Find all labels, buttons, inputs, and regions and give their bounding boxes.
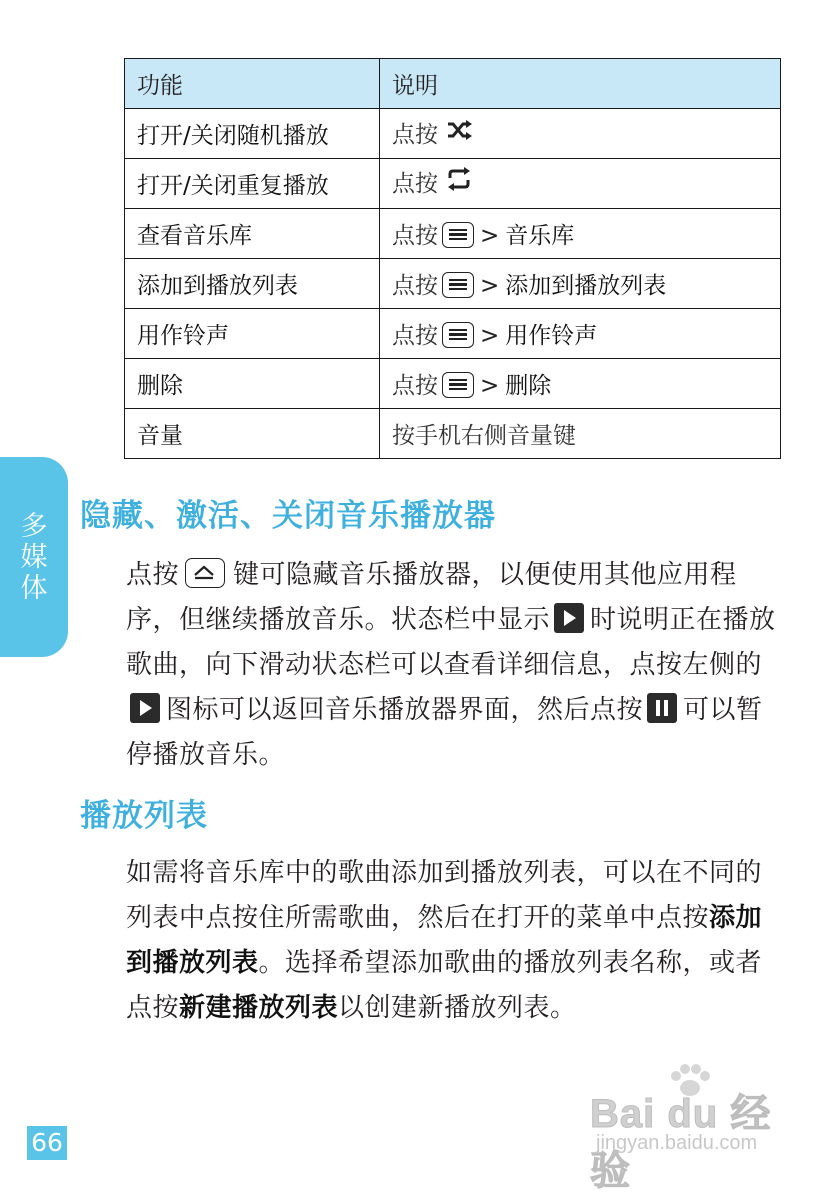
feature-cell: 音量 [125, 409, 380, 459]
play-icon [554, 603, 584, 633]
watermark-url: jingyan.baidu.com [596, 1132, 758, 1154]
table-row [125, 109, 781, 159]
watermark-logo: Bai du 经验 [590, 1092, 772, 1193]
description-cell [380, 209, 781, 259]
watermark [590, 1060, 790, 1193]
paragraph-text: 以创建新播放列表。 [338, 993, 577, 1023]
menu-target: 添加到播放列表 [505, 272, 667, 299]
table-row [125, 409, 781, 459]
instruction-text: 点按 [392, 222, 438, 249]
bold-term: 添加到播放列表 [126, 903, 763, 978]
chapter-tab [0, 457, 68, 657]
shuffle-icon [446, 119, 474, 147]
table-header-cell: 功能 [125, 59, 380, 109]
description-cell [380, 159, 781, 209]
paragraph-text: 如需将音乐库中的歌曲添加到播放列表，可以在不同的列表中点按住所需歌曲，然后在打开的菜单中点按 [126, 858, 763, 933]
menu-target: 音乐库 [505, 222, 575, 249]
menu-key-icon [442, 372, 474, 398]
home-key-icon [185, 558, 225, 588]
feature-table [124, 58, 781, 459]
repeat-icon [446, 166, 472, 198]
play-icon [130, 693, 160, 723]
feature-cell: 打开/关闭重复播放 [125, 159, 380, 209]
table-row [125, 309, 781, 359]
description-cell [380, 259, 781, 309]
chapter-tab-char: 媒 [20, 541, 48, 573]
feature-cell: 删除 [125, 359, 380, 409]
section-paragraph [126, 553, 786, 778]
chapter-tab-char: 多 [20, 510, 48, 542]
instruction-text: 点按 [392, 322, 438, 349]
section-heading-hide-player: 隐藏、激活、关闭音乐播放器 [80, 498, 496, 534]
instruction-text: 点按 [392, 272, 438, 299]
instruction-text: 点按 [392, 170, 438, 197]
menu-target: 删除 [505, 372, 552, 399]
separator: > [480, 322, 500, 349]
instruction-text: 点按 [392, 121, 438, 148]
menu-key-icon [442, 222, 474, 248]
menu-key-icon [442, 322, 474, 348]
table-header-row [125, 59, 781, 109]
paragraph-text: 点按 [126, 560, 180, 590]
pause-icon [647, 693, 677, 723]
separator: > [480, 222, 500, 249]
feature-cell: 用作铃声 [125, 309, 380, 359]
description-cell [380, 309, 781, 359]
menu-key-icon [442, 272, 474, 298]
paragraph-text: 。选择希望添加歌曲的播放列表名称，或者点按 [126, 948, 763, 1023]
description-cell: 按手机右侧音量键 [380, 409, 781, 459]
paragraph-text: 键可隐藏音乐播放器，以便使用其他应用程序，但继续播放音乐。状态栏中显示 [126, 560, 737, 635]
section-paragraph [126, 851, 786, 1031]
paragraph-text: 时说明正在播放歌曲，向下滑动状态栏可以查看详细信息，点按左侧的 [126, 605, 776, 680]
feature-cell: 打开/关闭随机播放 [125, 109, 380, 159]
paragraph-text: 可以暂停播放音乐。 [126, 695, 763, 770]
chapter-tab-char: 体 [20, 572, 48, 604]
section-heading-playlist: 播放列表 [80, 798, 208, 834]
menu-target: 用作铃声 [505, 322, 598, 349]
page-number: 66 [27, 1126, 67, 1160]
table-row [125, 159, 781, 209]
separator: > [480, 372, 500, 399]
table-header-cell: 说明 [380, 59, 781, 109]
table-row [125, 359, 781, 409]
separator: > [480, 272, 500, 299]
table-row [125, 259, 781, 309]
feature-cell: 查看音乐库 [125, 209, 380, 259]
table-row [125, 209, 781, 259]
description-cell [380, 109, 781, 159]
instruction-text: 点按 [392, 372, 438, 399]
paragraph-text: 图标可以返回音乐播放器界面，然后点按 [166, 695, 644, 725]
feature-cell: 添加到播放列表 [125, 259, 380, 309]
description-cell [380, 359, 781, 409]
bold-term: 新建播放列表 [179, 993, 339, 1023]
